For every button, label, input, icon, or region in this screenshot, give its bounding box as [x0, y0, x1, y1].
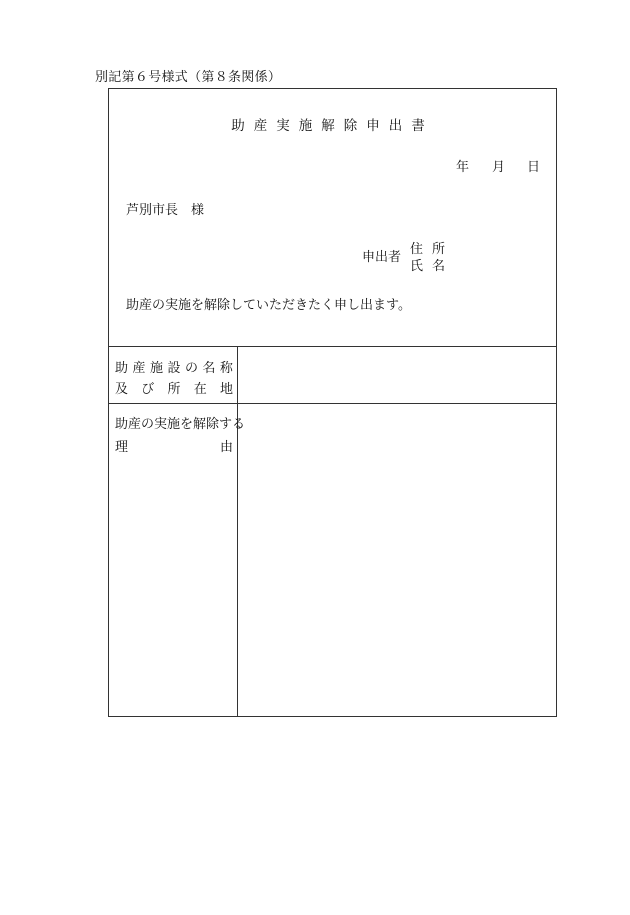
facility-label-line2	[115, 378, 233, 397]
reason-char: 由	[219, 440, 233, 455]
reason-value-cell[interactable]	[240, 405, 555, 715]
facility-char: 所	[167, 382, 181, 397]
facility-char: 在	[193, 382, 207, 397]
facility-char: 設	[167, 361, 181, 376]
name-label: 氏名	[410, 259, 455, 274]
form-reference: 別記第６号様式（第８条関係）	[95, 70, 282, 85]
addressee: 芦別市長 様	[126, 203, 205, 218]
reason-label-line2	[115, 436, 233, 455]
facility-char: 地	[219, 382, 233, 397]
facility-label-line1	[115, 357, 233, 376]
document-title: 助産実施解除申出書	[231, 118, 434, 134]
divider-header	[108, 346, 557, 347]
address-label: 住所	[410, 242, 455, 257]
facility-char: び	[141, 382, 155, 397]
label-column-divider	[237, 346, 238, 717]
reason-label-line1: 助産の実施を解除する	[115, 417, 246, 432]
divider-facility	[108, 403, 557, 404]
facility-char: 施	[149, 361, 163, 376]
date-month-label: 月	[492, 160, 506, 175]
request-statement: 助産の実施を解除していただきたく申し出ます。	[126, 298, 411, 313]
facility-char: 産	[132, 361, 146, 376]
applicant-label: 申出者	[362, 250, 402, 265]
facility-char: 及	[115, 382, 129, 397]
facility-char: 名	[202, 361, 216, 376]
facility-char: 称	[219, 361, 233, 376]
facility-char: の	[184, 361, 198, 376]
facility-value-cell[interactable]	[240, 348, 555, 402]
date-day-label: 日	[527, 160, 541, 175]
reason-char: 理	[115, 440, 129, 455]
facility-char: 助	[115, 361, 129, 376]
date-year-label: 年	[456, 160, 470, 175]
